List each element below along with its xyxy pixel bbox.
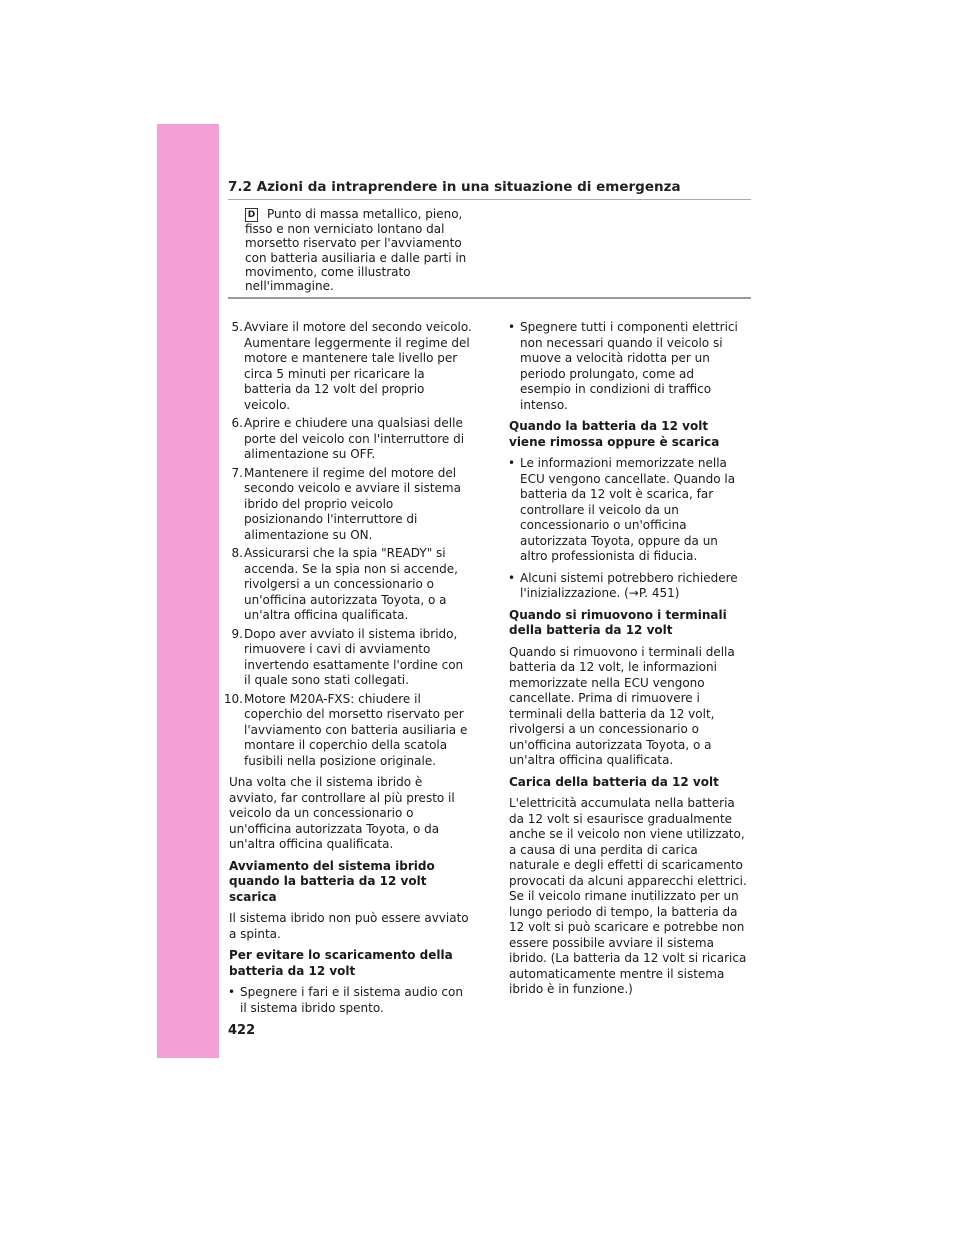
bullet-text: Alcuni sistemi potrebbero richiedere l'inizializzazione. (→P. 451)	[520, 570, 738, 600]
step-7	[229, 466, 473, 544]
page-number: 422	[228, 1023, 256, 1038]
step-number: 9.	[231, 626, 243, 641]
paragraph: Quando si rimuovono i terminali della batteria da 12 volt, le informazioni memorizzate nella ECU vengono cancellate. Prima di rimuovere i terminali della batteria da 12 volt, rivolgersi a un concessionario o un'officina autorizzata Toyota, o a un'altra officina qualificata.	[509, 644, 735, 767]
bullet-dot: •	[508, 570, 516, 585]
step-number: 8.	[231, 546, 243, 560]
note-text: Punto di massa metallico, pieno, fisso e non verniciato lontano dal morsetto riservato per l'avviamento con batteria ausiliaria e dalle parti in movimento, come illustrato nell'immagine.	[245, 207, 467, 294]
step-number: 5.	[231, 320, 243, 334]
step-text: Motore M20A-FXS: chiudere il coperchio del morsetto riservato per l'avviamento con batteria ausiliaria e montare il coperchio della scatola fusibili nella posizione originale.	[244, 691, 468, 768]
bullet-text: Le informazioni memorizzate nella ECU vengono cancellate. Quando la batteria da 12 volt è scarica, far controllare il veicolo da un concessionario o un'officina autorizzata Toyota, oppure da un altro professionista di fiducia.	[520, 456, 736, 563]
paragraph: Il sistema ibrido non può essere avviato a spinta.	[229, 911, 469, 941]
note-label-badge: D	[245, 208, 258, 222]
step-text: Aprire e chiudere una qualsiasi delle porte del veicolo con l'interruttore di alimentazione su OFF.	[244, 416, 465, 461]
bullet-text: Spegnere i fari e il sistema audio con il sistema ibrido spento.	[240, 985, 463, 1015]
bullet-dot: •	[228, 985, 236, 999]
subheading: Avviamento del sistema ibrido quando la batteria da 12 volt scarica	[229, 858, 435, 904]
step-8	[229, 546, 473, 624]
paragraph: Una volta che il sistema ibrido è avviato, far controllare al più presto il veicolo da un concessionario o un'officina autorizzata Toyota, o da un'altra officina qualificata.	[229, 775, 455, 851]
step-text: Avviare il motore del secondo veicolo. Aumentare leggermente il regime del motore e mantenere tale livello per circa 5 minuti per ricaricare la batteria da 12 volt del proprio veicolo.	[244, 320, 472, 412]
bullet-text: Spegnere tutti i componenti elettrici non necessari quando il veicolo si muove a velocità ridotta per un periodo prolungato, come ad esempio in condizioni di traffico intenso.	[520, 320, 738, 412]
section-side-tab	[157, 124, 219, 1058]
left-column	[223, 320, 473, 1022]
step-number: 7.	[231, 465, 243, 480]
note-rule	[228, 297, 751, 299]
bullet-item	[509, 571, 747, 602]
header-rule	[228, 199, 751, 200]
step-text: Assicurarsi che la spia "READY" si accenda. Se la spia non si accende, rivolgersi a un concessionario o un'officina autorizzata Toyota, o a un'altra officina qualificata.	[244, 546, 458, 622]
subheading: Per evitare lo scaricamento della batteria da 12 volt	[229, 948, 453, 978]
bullet-item	[229, 985, 473, 1016]
step-text: Dopo aver avviato il sistema ibrido, rimuovere i cavi di avviamento invertendo esattamente l'ordine con il quale sono stati collegati.	[244, 626, 464, 687]
step-5	[229, 320, 473, 413]
subheading: Carica della batteria da 12 volt	[509, 774, 719, 789]
bullet-dot: •	[508, 456, 516, 470]
paragraph: L'elettricità accumulata nella batteria da 12 volt si esaurisce gradualmente anche se il veicolo non viene utilizzato, a causa di una perdita di carica naturale e degli effetti di scaricamento provocati da alcuni apparecchi elettrici. Se il veicolo rimane inutilizzato per un lungo periodo di tempo, la batteria da 12 volt si può scaricare e potrebbe non essere possibile avviare il sistema ibrido. (La batteria da 12 volt si ricarica automaticamente mentre il sistema ibrido è in funzione.)	[509, 796, 747, 996]
bullet-item	[509, 456, 747, 565]
step-9	[229, 627, 473, 689]
right-column	[509, 320, 747, 1004]
bullet-item	[509, 320, 747, 413]
note-block	[245, 207, 470, 293]
subheading: Quando la batteria da 12 volt viene rimossa oppure è scarica	[509, 419, 720, 449]
step-number: 6.	[231, 416, 243, 430]
step-6	[229, 416, 473, 463]
bullet-dot: •	[508, 320, 516, 334]
subheading: Quando si rimuovono i terminali della batteria da 12 volt	[509, 607, 727, 637]
step-10	[223, 691, 473, 770]
section-header: 7.2 Azioni da intraprendere in una situazione di emergenza	[228, 179, 681, 195]
step-number: 10.	[223, 691, 243, 706]
step-text: Mantenere il regime del motore del secondo veicolo e avviare il sistema ibrido del proprio veicolo posizionando l'interruttore di alimentazione su ON.	[244, 465, 461, 542]
